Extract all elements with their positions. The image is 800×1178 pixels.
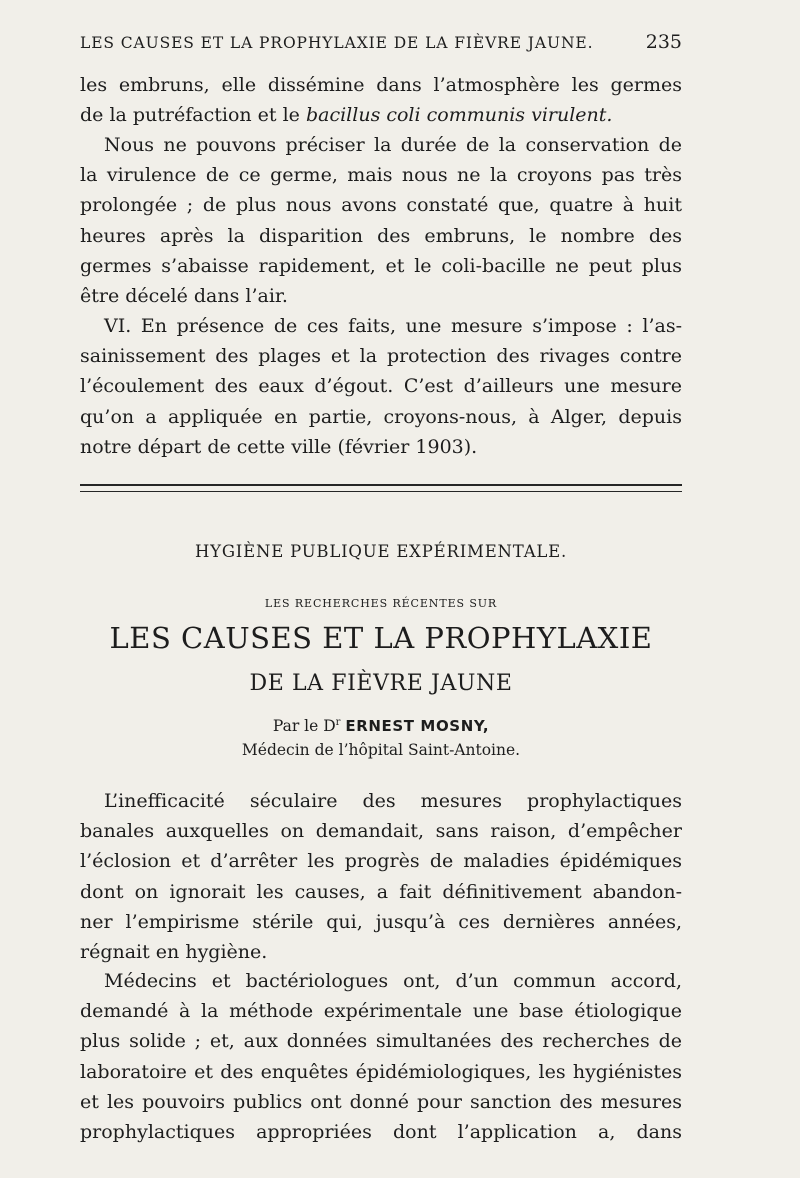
page-number: 235 xyxy=(645,31,682,53)
running-head xyxy=(80,31,682,53)
text-line: L’inefficacité séculaire des mesures prophylactiques xyxy=(104,790,682,812)
text-line: demandé à la méthode expérimentale une base étiologique xyxy=(80,1000,682,1023)
text-line: qu’on a appliquée en partie, croyons-nous, à Alger, depuis xyxy=(80,405,682,428)
paragraph-continuation xyxy=(80,70,682,130)
article-subtitle: DE LA FIÈVRE JAUNE xyxy=(249,671,513,696)
byline-superscript: r xyxy=(335,717,341,728)
article-title: LES CAUSES ET LA PROPHYLAXIE xyxy=(109,621,653,655)
section-divider-thick xyxy=(80,484,682,486)
text-line: la virulence de ce germe, mais nous ne la croyons pas très xyxy=(80,164,682,187)
text-line: prophylactiques appropriées dont l’application a, dans xyxy=(80,1121,682,1144)
running-head-title: LES CAUSES ET LA PROPHYLAXIE DE LA FIÈVRE JAUNE. xyxy=(80,34,594,52)
paragraph-method xyxy=(80,966,682,1147)
paragraph-virulence xyxy=(80,130,682,311)
text-line: dont on ignorait les causes, a fait définitivement abandon- xyxy=(80,880,682,903)
text-line: germes s’abaisse rapidement, et le coli-bacille ne peut plus xyxy=(80,254,682,277)
section-divider-thin xyxy=(80,491,682,492)
text-line: ner l’empirisme stérile qui, jusqu’à ces dernières années, xyxy=(80,910,682,933)
author-affiliation: Médecin de l’hôpital Saint-Antoine. xyxy=(241,741,521,759)
text-line: être décelé dans l’air. xyxy=(80,285,288,308)
author-name: ERNEST MOSNY, xyxy=(345,717,490,736)
text-line: sainissement des plages et la protection des rivages contre xyxy=(80,345,682,368)
text-line: les embruns, elle dissémine dans l’atmosphère les germes xyxy=(80,74,682,96)
paragraph-intro xyxy=(80,786,682,967)
text-line: et les pouvoirs publics ont donné pour sanction des mesures xyxy=(80,1090,682,1113)
byline-prefix: Par le D xyxy=(272,717,336,736)
text-line: plus solide ; et, aux données simultanées des recherches de xyxy=(80,1030,682,1053)
rubric-heading: HYGIÈNE PUBLIQUE EXPÉRIMENTALE. xyxy=(194,542,568,561)
text-line: laboratoire et des enquêtes épidémiologiques, les hygiénistes xyxy=(80,1060,682,1083)
text-line: banales auxquelles on demandait, sans raison, d’empêcher xyxy=(80,820,682,843)
text-line: de la putréfaction et le bacillus coli communis virulent. xyxy=(80,104,613,127)
text-line: l’écoulement des eaux d’égout. C’est d’ailleurs une mesure xyxy=(80,375,682,398)
byline xyxy=(80,717,682,735)
italic-term: bacillus coli communis virulent. xyxy=(305,104,613,127)
paragraph-section-vi xyxy=(80,311,682,462)
text-line: prolongée ; de plus nous avons constaté que, quatre à huit xyxy=(80,194,682,217)
article-kicker: LES RECHERCHES RÉCENTES SUR xyxy=(264,597,498,610)
text-line: l’éclosion et d’arrêter les progrès de maladies épidémiques xyxy=(80,850,682,873)
text-line: Médecins et bactériologues ont, d’un commun accord, xyxy=(104,970,682,992)
text-line: Nous ne pouvons préciser la durée de la conservation de xyxy=(104,134,682,156)
text-line: notre départ de cette ville (février 1903). xyxy=(80,435,478,458)
text-line: heures après la disparition des embruns, le nombre des xyxy=(80,224,682,247)
text-line: VI. En présence de ces faits, une mesure s’impose : l’as- xyxy=(104,315,682,337)
text-line: régnait en hygiène. xyxy=(80,941,268,964)
